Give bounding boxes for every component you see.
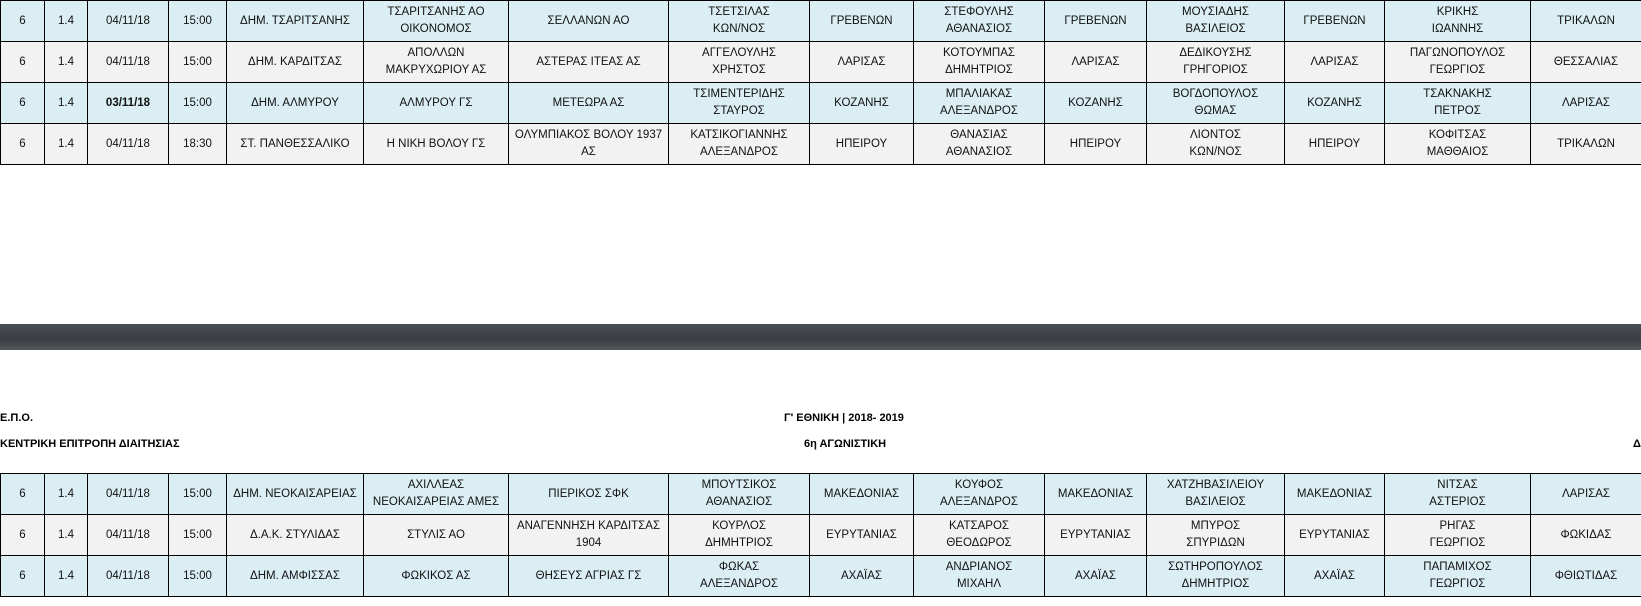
table-cell: ΜΠΑΛΙΑΚΑΣ ΑΛΕΞΑΝΔΡΟΣ [914, 83, 1045, 124]
table-cell: ΗΠΕΙΡΟΥ [1045, 124, 1147, 165]
page-separator [0, 324, 1641, 350]
table-cell: ΦΩΚΙΔΑΣ [1531, 515, 1641, 556]
table-cell: ΕΥΡΥΤΑΝΙΑΣ [810, 515, 914, 556]
league-title: Γ' ΕΘΝΙΚΗ | 2018- 2019 [784, 412, 904, 424]
table-cell: ΦΘΙΩΤΙΔΑΣ [1531, 556, 1641, 597]
table-cell: ΗΠΕΙΡΟΥ [1285, 124, 1385, 165]
table-cell: ΤΡΙΚΑΛΩΝ [1531, 124, 1641, 165]
table-cell: ΣΤΕΦΟΥΛΗΣ ΑΘΑΝΑΣΙΟΣ [914, 1, 1045, 42]
table-cell: ΛΑΡΙΣΑΣ [810, 42, 914, 83]
table-cell: ΜΑΚΕΔΟΝΙΑΣ [810, 474, 914, 515]
table-cell: ΛΙΟΝΤΟΣ ΚΩΝ/ΝΟΣ [1147, 124, 1285, 165]
table-cell: ΚΑΤΣΑΡΟΣ ΘΕΟΔΩΡΟΣ [914, 515, 1045, 556]
table-cell: ΚΟΦΙΤΣΑΣ ΜΑΘΘΑΙΟΣ [1385, 124, 1531, 165]
table-cell: 03/11/18 [88, 83, 169, 124]
table-cell: ΑΝΑΓΕΝΝΗΣΗ ΚΑΡΔΙΤΣΑΣ 1904 [509, 515, 669, 556]
table-cell: ΗΠΕΙΡΟΥ [810, 124, 914, 165]
table-cell: ΑΛΜΥΡΟΥ ΓΣ [364, 83, 509, 124]
table-cell: ΓΡΕΒΕΝΩΝ [1285, 1, 1385, 42]
table-cell: ΓΡΕΒΕΝΩΝ [1045, 1, 1147, 42]
table-cell: ΜΑΚΕΔΟΝΙΑΣ [1045, 474, 1147, 515]
table-cell: 6 [1, 124, 45, 165]
table-cell: 1.4 [45, 556, 88, 597]
table-cell: 1.4 [45, 515, 88, 556]
schedule-top-body [1, 1, 1641, 165]
table-cell: Η ΝΙΚΗ ΒΟΛΟΥ ΓΣ [364, 124, 509, 165]
table-cell: 6 [1, 83, 45, 124]
schedule-table-bottom [0, 473, 1641, 597]
table-cell: 04/11/18 [88, 42, 169, 83]
table-cell: ΝΙΤΣΑΣ ΑΣΤΕΡΙΟΣ [1385, 474, 1531, 515]
table-row [1, 474, 1641, 515]
table-cell: ΜΠΟΥΤΣΙΚΟΣ ΑΘΑΝΑΣΙΟΣ [669, 474, 810, 515]
table-cell: ΛΑΡΙΣΑΣ [1045, 42, 1147, 83]
table-cell: ΤΣΕΤΣΙΛΑΣ ΚΩΝ/ΝΟΣ [669, 1, 810, 42]
table-cell: ΧΑΤΖΗΒΑΣΙΛΕΙΟΥ ΒΑΣΙΛΕΙΟΣ [1147, 474, 1285, 515]
table-cell: ΚΑΤΣΙΚΟΓΙΑΝΝΗΣ ΑΛΕΞΑΝΔΡΟΣ [669, 124, 810, 165]
table-cell: ΠΑΓΩΝΟΠΟΥΛΟΣ ΓΕΩΡΓΙΟΣ [1385, 42, 1531, 83]
table-cell: ΛΑΡΙΣΑΣ [1531, 83, 1641, 124]
table-cell: 6 [1, 42, 45, 83]
table-cell: ΤΣΑΚΝΑΚΗΣ ΠΕΤΡΟΣ [1385, 83, 1531, 124]
table-cell: 6 [1, 474, 45, 515]
table-cell: ΑΠΟΛΛΩΝ ΜΑΚΡΥΧΩΡΙΟΥ ΑΣ [364, 42, 509, 83]
table-cell: ΡΗΓΑΣ ΓΕΩΡΓΙΟΣ [1385, 515, 1531, 556]
table-cell: ΕΥΡΥΤΑΝΙΑΣ [1045, 515, 1147, 556]
table-row [1, 515, 1641, 556]
table-cell: ΣΤΥΛΙΣ ΑΟ [364, 515, 509, 556]
table-cell: ΜΟΥΣΙΑΔΗΣ ΒΑΣΙΛΕΙΟΣ [1147, 1, 1285, 42]
table-cell: ΔΗΜ. ΑΜΦΙΣΣΑΣ [227, 556, 364, 597]
table-cell: ΑΓΓΕΛΟΥΛΗΣ ΧΡΗΣΤΟΣ [669, 42, 810, 83]
table-cell: ΑΧΑΪΑΣ [810, 556, 914, 597]
table-row [1, 83, 1641, 124]
table-cell: ΘΕΣΣΑΛΙΑΣ [1531, 42, 1641, 83]
table-cell: ΑΧΙΛΛΕΑΣ ΝΕΟΚΑΙΣΑΡΕΙΑΣ ΑΜΕΣ [364, 474, 509, 515]
org-name: Ε.Π.Ο. [0, 412, 34, 424]
table-cell: ΜΑΚΕΔΟΝΙΑΣ [1285, 474, 1385, 515]
table-cell: 1.4 [45, 1, 88, 42]
table-cell: ΣΕΛΛΑΝΩΝ ΑΟ [509, 1, 669, 42]
table-cell: ΚΟΤΟΥΜΠΑΣ ΔΗΜΗΤΡΙΟΣ [914, 42, 1045, 83]
table-cell: ΣΤ. ΠΑΝΘΕΣΣΑΛΙΚΟ [227, 124, 364, 165]
table-cell: ΤΡΙΚΑΛΩΝ [1531, 1, 1641, 42]
table-cell: 6 [1, 1, 45, 42]
table-cell: ΔΗΜ. ΤΣΑΡΙΤΣΑΝΗΣ [227, 1, 364, 42]
table-cell: 15:00 [169, 474, 227, 515]
table-cell: ΑΝΔΡΙΑΝΟΣ ΜΙΧΑΗΛ [914, 556, 1045, 597]
table-cell: ΠΑΠΑΜΙΧΟΣ ΓΕΩΡΓΙΟΣ [1385, 556, 1531, 597]
table-row [1, 124, 1641, 165]
table-cell: ΤΣΙΜΕΝΤΕΡΙΔΗΣ ΣΤΑΥΡΟΣ [669, 83, 810, 124]
table-cell: ΚΡΙΚΗΣ ΙΩΑΝΝΗΣ [1385, 1, 1531, 42]
table-cell: ΦΩΚΙΚΟΣ ΑΣ [364, 556, 509, 597]
schedule-bottom-body [1, 474, 1641, 597]
table-cell: 1.4 [45, 124, 88, 165]
table-cell: 1.4 [45, 42, 88, 83]
table-cell: ΠΙΕΡΙΚΟΣ ΣΦΚ [509, 474, 669, 515]
table-cell: 18:30 [169, 124, 227, 165]
table-cell: ΓΡΕΒΕΝΩΝ [810, 1, 914, 42]
table-cell: ΒΟΓΔΟΠΟΥΛΟΣ ΘΩΜΑΣ [1147, 83, 1285, 124]
table-cell: 15:00 [169, 556, 227, 597]
table-cell: ΣΩΤΗΡΟΠΟΥΛΟΣ ΔΗΜΗΤΡΙΟΣ [1147, 556, 1285, 597]
table-cell: 6 [1, 515, 45, 556]
schedule-table-top [0, 0, 1641, 165]
table-cell: 04/11/18 [88, 1, 169, 42]
table-cell: ΚΟΖΑΝΗΣ [1045, 83, 1147, 124]
table-cell: 15:00 [169, 1, 227, 42]
committee-name: ΚΕΝΤΡΙΚΗ ΕΠΙΤΡΟΠΗ ΔΙΑΙΤΗΣΙΑΣ [0, 438, 180, 450]
right-header-fragment: Δ [1633, 438, 1641, 450]
table-cell: 1.4 [45, 474, 88, 515]
table-cell: ΑΧΑΪΑΣ [1045, 556, 1147, 597]
table-cell: 15:00 [169, 515, 227, 556]
table-cell: ΔΗΜ. ΑΛΜΥΡΟΥ [227, 83, 364, 124]
table-cell: ΜΕΤΕΩΡΑ ΑΣ [509, 83, 669, 124]
table-cell: 04/11/18 [88, 515, 169, 556]
table-cell: ΚΟΥΡΛΟΣ ΔΗΜΗΤΡΙΟΣ [669, 515, 810, 556]
table-cell: ΔΗΜ. ΝΕΟΚΑΙΣΑΡΕΙΑΣ [227, 474, 364, 515]
table-row [1, 556, 1641, 597]
table-cell: ΕΥΡΥΤΑΝΙΑΣ [1285, 515, 1385, 556]
table-cell: 04/11/18 [88, 124, 169, 165]
table-cell: 15:00 [169, 42, 227, 83]
table-cell: 6 [1, 556, 45, 597]
table-cell: 04/11/18 [88, 556, 169, 597]
table-cell: ΤΣΑΡΙΤΣΑΝΗΣ ΑΟ ΟΙΚΟΝΟΜΟΣ [364, 1, 509, 42]
table-cell: ΑΧΑΪΑΣ [1285, 556, 1385, 597]
table-row [1, 1, 1641, 42]
table-cell: ΔΕΔΙΚΟΥΣΗΣ ΓΡΗΓΟΡΙΟΣ [1147, 42, 1285, 83]
table-cell: ΛΑΡΙΣΑΣ [1285, 42, 1385, 83]
round-title: 6η ΑΓΩΝΙΣΤΙΚΗ [804, 438, 887, 450]
table-cell: 1.4 [45, 83, 88, 124]
table-cell: ΘΗΣΕΥΣ ΑΓΡΙΑΣ ΓΣ [509, 556, 669, 597]
table-cell: ΚΟΖΑΝΗΣ [1285, 83, 1385, 124]
table-cell: 04/11/18 [88, 474, 169, 515]
table-cell: ΘΑΝΑΣΙΑΣ ΑΘΑΝΑΣΙΟΣ [914, 124, 1045, 165]
table-cell: ΛΑΡΙΣΑΣ [1531, 474, 1641, 515]
table-cell: ΦΩΚΑΣ ΑΛΕΞΑΝΔΡΟΣ [669, 556, 810, 597]
table-cell: Δ.Α.Κ. ΣΤΥΛΙΔΑΣ [227, 515, 364, 556]
table-cell: ΟΛΥΜΠΙΑΚΟΣ ΒΟΛΟΥ 1937 ΑΣ [509, 124, 669, 165]
table-cell: ΔΗΜ. ΚΑΡΔΙΤΣΑΣ [227, 42, 364, 83]
table-cell: ΚΟΥΦΟΣ ΑΛΕΞΑΝΔΡΟΣ [914, 474, 1045, 515]
table-cell: 15:00 [169, 83, 227, 124]
table-cell: ΚΟΖΑΝΗΣ [810, 83, 914, 124]
table-cell: ΜΠΥΡΟΣ ΣΠΥΡΙΔΩΝ [1147, 515, 1285, 556]
table-cell: ΑΣΤΕΡΑΣ ΙΤΕΑΣ ΑΣ [509, 42, 669, 83]
table-row [1, 42, 1641, 83]
